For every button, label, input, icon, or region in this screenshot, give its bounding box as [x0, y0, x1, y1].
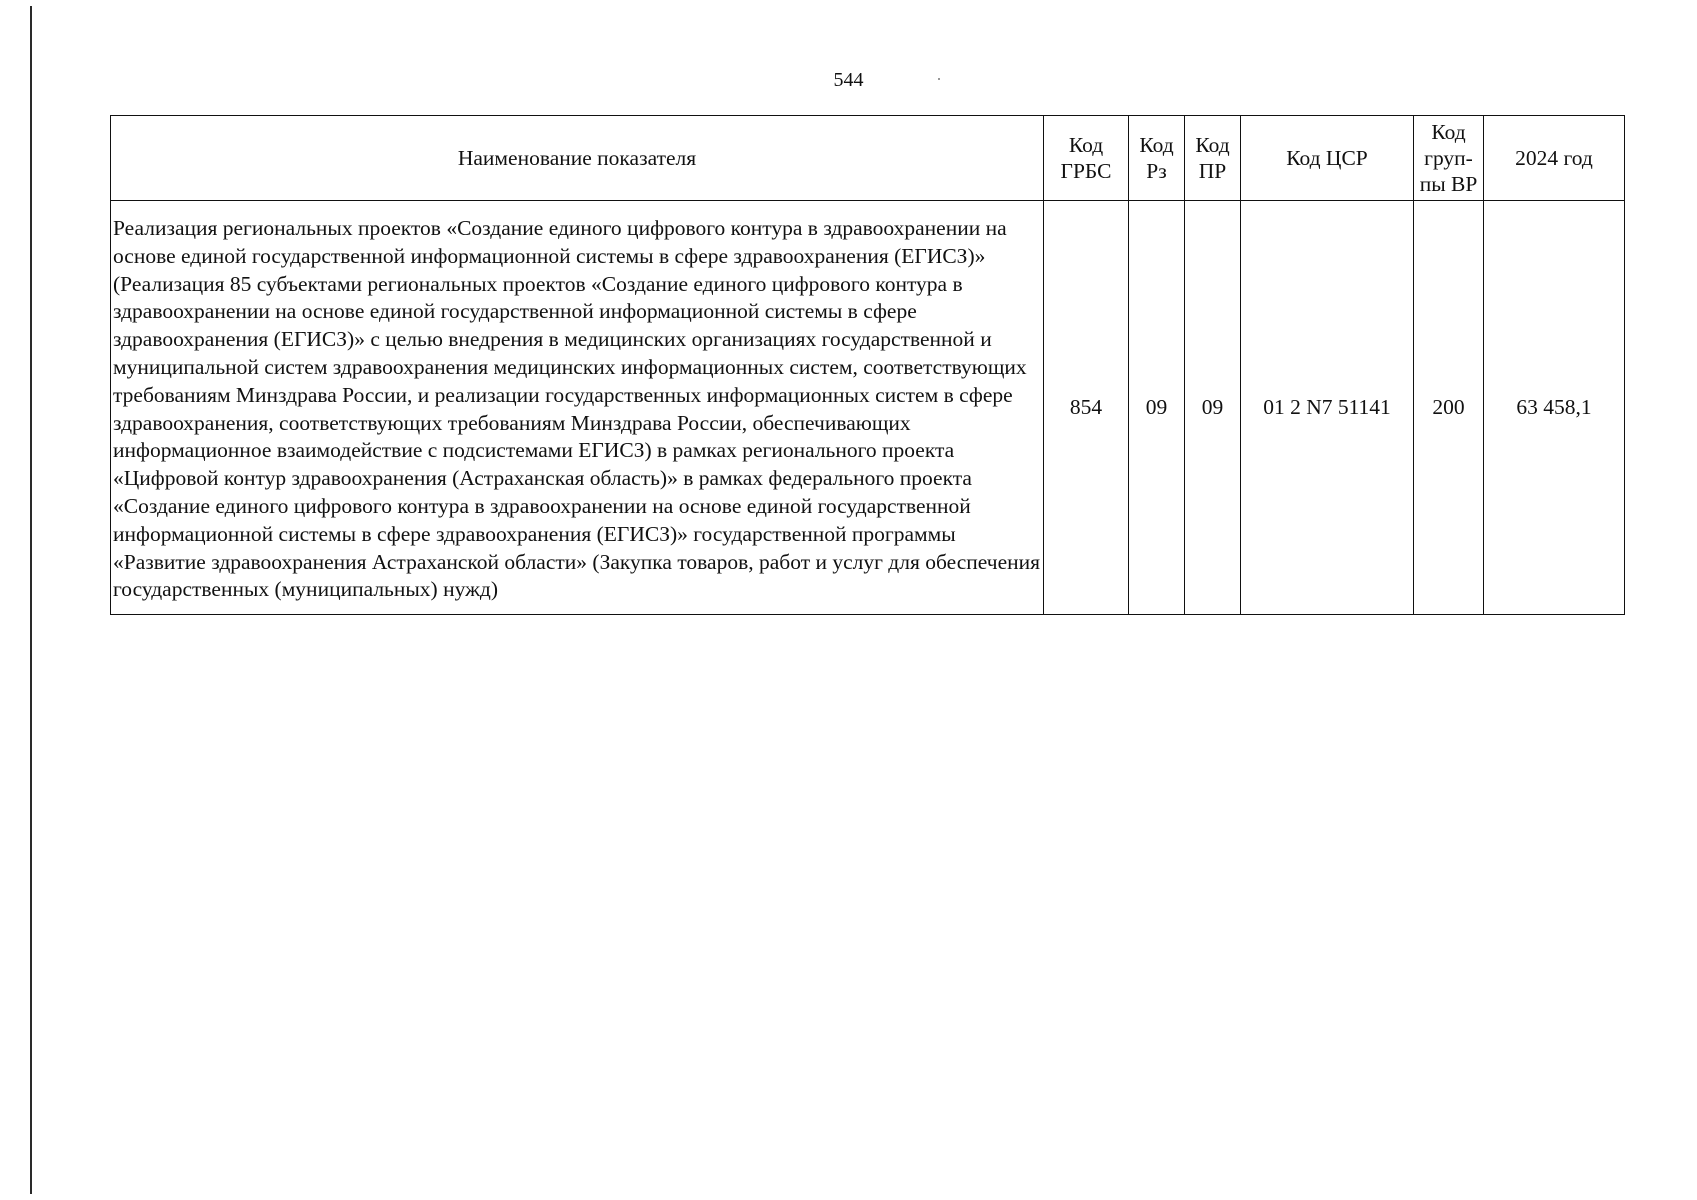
- page-number: 544: [833, 69, 864, 91]
- header-pr: Код ПР: [1185, 116, 1241, 201]
- cell-csr: 01 2 N7 51141: [1241, 201, 1414, 615]
- header-csr: Код ЦСР: [1241, 116, 1414, 201]
- header-row: [111, 116, 1625, 201]
- header-year: 2024 год: [1484, 116, 1625, 201]
- cell-rz: 09: [1129, 201, 1185, 615]
- header-name: Наименование показателя: [111, 116, 1044, 201]
- table-row: [111, 201, 1625, 615]
- cell-pr: 09: [1185, 201, 1241, 615]
- table-body: [111, 201, 1625, 615]
- binding-edge-line: [30, 6, 32, 1194]
- cell-vr: 200: [1414, 201, 1484, 615]
- cell-year-value: 63 458,1: [1484, 201, 1625, 615]
- cell-grbs: 854: [1044, 201, 1129, 615]
- scan-speck: [938, 78, 940, 80]
- cell-name: Реализация региональных проектов «Создание единого цифрового контура в здравоохранении на основе единой государственной информационной системы в сфере здравоохранения (ЕГИСЗ)» (Реализация 85 субъектами региональных проектов «Создание единого цифрового контура в здравоохранении на основе единой государственной информационной системы в сфере здравоохранения (ЕГИСЗ)» с целью внедрения в медицинских организациях государственной и муниципальной систем здравоохранения медицинских информационных систем, соответствующих требованиям Минздрава России, и реализации государственных информационных систем в сфере здравоохранения, соответствующих требованиям Минздрава России, обеспечивающих информационное взаимодействие с подсистемами ЕГИСЗ) в рамках регионального проекта «Цифровой контур здравоохранения (Астраханская область)» в рамках федерального проекта «Создание единого цифрового контура в здравоохранении на основе единой государственной информационной системы в сфере здравоохранения (ЕГИСЗ)» государственной программы «Развитие здравоохранения Астраханской области» (Закупка товаров, работ и услуг для обеспечения государственных (муниципальных) нужд): [111, 201, 1044, 615]
- table-header: [111, 116, 1625, 201]
- budget-table: [110, 115, 1625, 615]
- header-rz: Код Рз: [1129, 116, 1185, 201]
- header-grbs: Код ГРБС: [1044, 116, 1129, 201]
- header-vr: Код груп- пы ВР: [1414, 116, 1484, 201]
